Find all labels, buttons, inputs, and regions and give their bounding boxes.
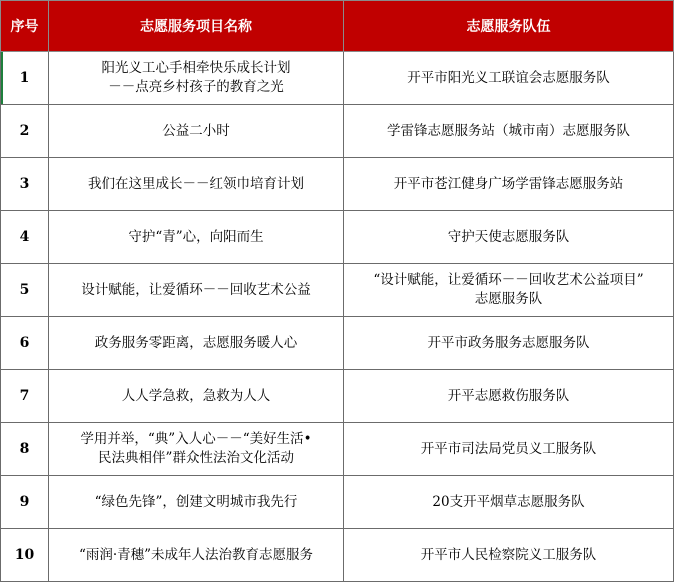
project-name-line: 设计赋能，让爱循环－－回收艺术公益 — [81, 281, 311, 298]
project-name-line: 人人学急救，急救为人人 — [121, 387, 271, 404]
project-name-cell — [49, 476, 344, 529]
team-cell — [344, 158, 674, 211]
project-name-cell — [49, 52, 344, 105]
table-header — [1, 1, 674, 52]
table-row — [1, 105, 674, 158]
project-name-line: 学用并举，“典”入人心－－“美好生活• — [80, 431, 312, 447]
project-name-cell — [49, 158, 344, 211]
table-row — [1, 211, 674, 264]
header-project-name: 志愿服务项目名称 — [49, 1, 344, 52]
team-cell — [344, 423, 674, 476]
project-name-line: 民法典相伴”群众性法治文化活动 — [98, 450, 294, 466]
team-line: 20支开平烟草志愿服务队 — [432, 493, 585, 510]
project-name-line: －－点亮乡村孩子的教育之光 — [108, 79, 284, 95]
project-name-cell — [49, 423, 344, 476]
team-line: 开平市苍江健身广场学雷锋志愿服务站 — [393, 175, 624, 192]
row-index: 10 — [1, 529, 49, 582]
header-row — [1, 1, 674, 52]
project-name-line: “雨润·青穗”未成年人法治教育志愿服务 — [78, 546, 314, 563]
table-row — [1, 158, 674, 211]
row-index: 3 — [1, 158, 49, 211]
team-line: 开平市政务服务志愿服务队 — [427, 334, 590, 351]
project-name-cell — [49, 211, 344, 264]
team-cell — [344, 105, 674, 158]
table-row — [1, 476, 674, 529]
team-line: 开平市人民检察院义工服务队 — [420, 546, 597, 563]
team-line: “设计赋能，让爱循环－－回收艺术公益项目” — [373, 272, 644, 288]
team-line: 志愿服务队 — [474, 291, 543, 307]
project-name-cell — [49, 317, 344, 370]
team-cell — [344, 52, 674, 105]
table-row — [1, 423, 674, 476]
team-line: 守护天使志愿服务队 — [447, 228, 570, 245]
row-index: 6 — [1, 317, 49, 370]
table-row — [1, 317, 674, 370]
row-index: 4 — [1, 211, 49, 264]
table-row — [1, 264, 674, 317]
team-cell — [344, 529, 674, 582]
table-row — [1, 52, 674, 105]
project-name-cell — [49, 105, 344, 158]
project-name-line: “绿色先锋”，创建文明城市我先行 — [94, 493, 298, 510]
row-index: 7 — [1, 370, 49, 423]
row-index: 5 — [1, 264, 49, 317]
project-name-cell — [49, 370, 344, 423]
project-name-cell — [49, 264, 344, 317]
row-index: 8 — [1, 423, 49, 476]
team-line: 开平志愿救伤服务队 — [447, 387, 570, 404]
team-line: 开平市司法局党员义工服务队 — [420, 440, 597, 457]
project-name-line: 阳光义工心手相牵快乐成长计划 — [101, 60, 291, 76]
project-name-line: 政务服务零距离，志愿服务暖人心 — [94, 334, 298, 351]
project-name-cell — [49, 529, 344, 582]
team-cell — [344, 264, 674, 317]
row-index: 1 — [1, 52, 49, 105]
team-cell — [344, 317, 674, 370]
table-row — [1, 529, 674, 582]
row-index: 2 — [1, 105, 49, 158]
team-line: 学雷锋志愿服务站（城市南）志愿服务队 — [387, 122, 630, 139]
header-index: 序号 — [1, 1, 49, 52]
project-name-line: 我们在这里成长－－红领巾培育计划 — [88, 175, 304, 192]
row-index: 9 — [1, 476, 49, 529]
table-body — [1, 52, 674, 582]
table-row — [1, 370, 674, 423]
team-line: 开平市阳光义工联谊会志愿服务队 — [407, 69, 610, 86]
header-team: 志愿服务队伍 — [344, 1, 674, 52]
team-cell — [344, 370, 674, 423]
project-name-line: 守护“青”心，向阳而生 — [128, 228, 264, 245]
team-cell — [344, 476, 674, 529]
project-name-line: 公益二小时 — [162, 122, 230, 139]
team-cell — [344, 211, 674, 264]
